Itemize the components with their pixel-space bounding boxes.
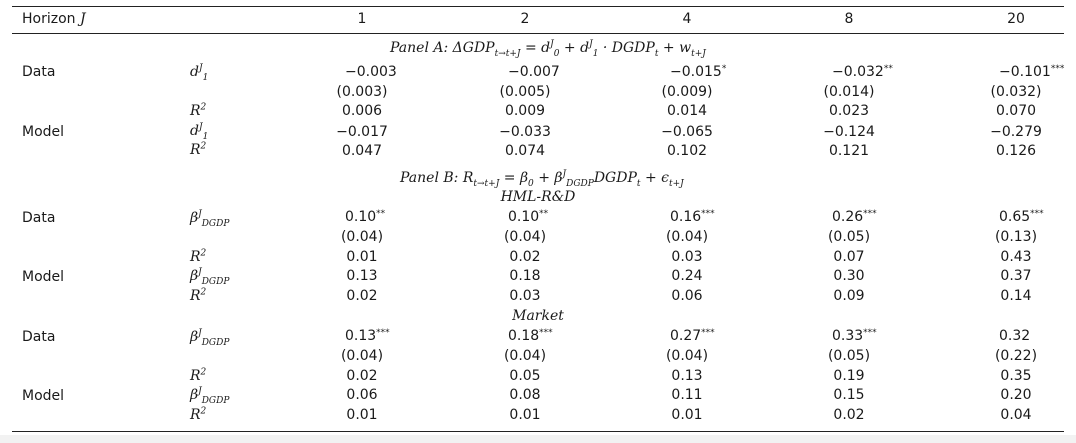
hml-data-beta-symbol: $\beta^J_{DGDP}$ (190, 209, 230, 229)
hml-data-se-cell: (0.13) (994, 229, 1038, 245)
panel-b-title: Panel B: $R_{t\to t+J} = \beta_0$ + $\beta^J_{DGDP}DGDP_t + \epsilon_{t+J}$ (400, 169, 684, 189)
hml-model-beta-cell: 0.18 (509, 268, 541, 284)
top-rule (12, 6, 1064, 7)
market-model-beta-cell: 0.15 (833, 387, 865, 403)
panel-a-data-r2-cell: 0.070 (995, 103, 1037, 119)
significance-stars: *** (863, 209, 877, 219)
market-model-r2-cell: 0.01 (509, 407, 541, 423)
cell-value: −0.007 (508, 64, 560, 80)
panel-a-d1-symbol: $d^J_1$ (190, 63, 209, 83)
hml-model-beta-symbol: $\beta^J_{DGDP}$ (190, 267, 230, 287)
market-data-label: Data (22, 329, 56, 345)
market-data-beta-symbol: $\beta^J_{DGDP}$ (190, 328, 230, 348)
significance-stars: * (721, 64, 727, 74)
bottom-rule (12, 431, 1064, 432)
hml-model-r2-cell: 0.02 (346, 288, 378, 304)
market-data-r2-symbol: $R^2$ (190, 367, 207, 384)
cell-value: 0.26 (832, 209, 864, 225)
market-data-r2-cell: 0.02 (346, 368, 378, 384)
panel-a-data-r2-cell: 0.014 (666, 103, 708, 119)
market-model-r2-cell: 0.01 (671, 407, 703, 423)
significance-stars: *** (701, 209, 715, 219)
cell-value: 0.32 (999, 328, 1031, 344)
cell-value: 0.18 (508, 328, 540, 344)
cell-value: 0.10 (345, 209, 377, 225)
market-data-r2-cell: 0.19 (833, 368, 865, 384)
panel-a-model-d1-cell: −0.017 (336, 124, 388, 140)
hml-model-beta-cell: 0.30 (833, 268, 865, 284)
hml-model-r2-symbol: $R^2$ (190, 287, 207, 304)
market-model-r2-cell: 0.02 (833, 407, 865, 423)
hml-data-beta-cell (508, 209, 548, 225)
hml-data-se-cell: (0.04) (503, 229, 547, 245)
column-header: 2 (520, 11, 530, 27)
cell-value: 0.13 (345, 328, 377, 344)
cell-value: −0.003 (345, 64, 397, 80)
significance-stars: *** (539, 328, 553, 338)
market-data-beta-cell (670, 328, 715, 344)
market-model-beta-cell: 0.06 (346, 387, 378, 403)
hml-data-beta-cell (345, 209, 385, 225)
hml-model-label: Model (22, 269, 65, 285)
cell-value: 0.33 (832, 328, 864, 344)
market-data-beta-cell (345, 328, 390, 344)
hml-data-r2-cell: 0.43 (1000, 249, 1032, 265)
panel-a-data-d1-cell (999, 64, 1064, 80)
panel-a-model-label: Model (22, 124, 65, 140)
horizon-header (22, 11, 86, 27)
column-header: 1 (357, 11, 367, 27)
market-model-beta-cell: 0.20 (1000, 387, 1032, 403)
panel-a-model-r2-cell: 0.102 (666, 143, 708, 159)
panel-a-model-r2-cell: 0.126 (995, 143, 1037, 159)
panel-a-model-d1-cell: −0.279 (990, 124, 1042, 140)
market-data-beta-cell (508, 328, 553, 344)
panel-a-data-r2-cell: 0.023 (828, 103, 870, 119)
market-model-r2-symbol: $R^2$ (190, 406, 207, 423)
market-data-r2-cell: 0.05 (509, 368, 541, 384)
significance-stars: *** (863, 328, 877, 338)
panel-a-data-d1-cell (345, 64, 397, 80)
hml-model-beta-cell: 0.24 (671, 268, 703, 284)
cell-value: −0.032 (832, 64, 884, 80)
market-data-beta-cell (999, 328, 1030, 344)
page-footer-strip (0, 435, 1076, 443)
panel-a-data-se-cell: (0.005) (499, 84, 551, 100)
significance-stars: *** (376, 328, 390, 338)
hml-data-r2-cell: 0.03 (671, 249, 703, 265)
panel-a-data-se-cell: (0.003) (336, 84, 388, 100)
column-header: 4 (682, 11, 692, 27)
market-model-r2-cell: 0.04 (1000, 407, 1032, 423)
significance-stars: ** (883, 64, 893, 74)
market-model-label: Model (22, 388, 65, 404)
panel-a-data-se-cell: (0.009) (661, 84, 713, 100)
panel-a-data-r2-cell: 0.009 (504, 103, 546, 119)
market-data-se-cell: (0.22) (994, 348, 1038, 364)
significance-stars: *** (701, 328, 715, 338)
hml-data-se-cell: (0.04) (340, 229, 384, 245)
hml-model-beta-cell: 0.13 (346, 268, 378, 284)
market-data-beta-cell (832, 328, 877, 344)
significance-stars: ** (539, 209, 549, 219)
panel-a-data-label: Data (22, 64, 56, 80)
panel-a-title: Panel A: $\Delta GDP_{t\to t+J} = d^J_0 + d^J_1$ · $DGDP_t + w_{t+J}$ (390, 39, 706, 59)
market-data-se-cell: (0.04) (340, 348, 384, 364)
panel-a-model-d1-cell: −0.065 (661, 124, 713, 140)
panel-a-model-d1-cell: −0.124 (823, 124, 875, 140)
panel-a-data-d1-cell (832, 64, 893, 80)
hml-data-r2-cell: 0.07 (833, 249, 865, 265)
hml-data-beta-cell (832, 209, 877, 225)
market-data-se-cell: (0.05) (827, 348, 871, 364)
panel-a-model-d1-cell: −0.033 (499, 124, 551, 140)
hml-data-beta-cell (999, 209, 1044, 225)
cell-value: 0.10 (508, 209, 540, 225)
panel-a-data-r2-cell: 0.006 (341, 103, 383, 119)
hml-data-r2-cell: 0.01 (346, 249, 378, 265)
panel-a-model-r2-cell: 0.074 (504, 143, 546, 159)
market-model-beta-cell: 0.11 (671, 387, 703, 403)
hml-data-r2-symbol: $R^2$ (190, 248, 207, 265)
hml-data-se-cell: (0.04) (665, 229, 709, 245)
panel-a-model-d1-symbol: $d^J_1$ (190, 122, 209, 142)
hml-data-beta-cell (670, 209, 715, 225)
section-title-market: Market (512, 308, 564, 324)
hml-model-r2-cell: 0.06 (671, 288, 703, 304)
significance-stars: ** (376, 209, 386, 219)
hml-data-label: Data (22, 210, 56, 226)
horizon-label: Horizon (22, 11, 76, 27)
market-data-r2-cell: 0.35 (1000, 368, 1032, 384)
panel-a-model-r2-cell: 0.047 (341, 143, 383, 159)
market-data-se-cell: (0.04) (665, 348, 709, 364)
cell-value: −0.015 (670, 64, 722, 80)
significance-stars: *** (1050, 64, 1065, 74)
cell-value: 0.27 (670, 328, 702, 344)
panel-a-data-d1-cell (508, 64, 560, 80)
panel-a-model-r2-symbol: $R^2$ (190, 141, 207, 158)
column-header: 20 (1007, 11, 1025, 27)
market-model-r2-cell: 0.01 (346, 407, 378, 423)
panel-a-data-d1-cell (670, 64, 726, 80)
hml-model-beta-cell: 0.37 (1000, 268, 1032, 284)
cell-value: 0.65 (999, 209, 1031, 225)
hml-model-r2-cell: 0.09 (833, 288, 865, 304)
cell-value: −0.101 (999, 64, 1051, 80)
panel-a-data-se-cell: (0.032) (990, 84, 1042, 100)
significance-stars: *** (1030, 209, 1044, 219)
panel-a-r2-symbol: $R^2$ (190, 102, 207, 119)
market-data-r2-cell: 0.13 (671, 368, 703, 384)
horizon-symbol: J (79, 11, 86, 27)
market-data-se-cell: (0.04) (503, 348, 547, 364)
hml-data-se-cell: (0.05) (827, 229, 871, 245)
panel-a-data-se-cell: (0.014) (823, 84, 875, 100)
cell-value: 0.16 (670, 209, 702, 225)
panel-a-model-r2-cell: 0.121 (828, 143, 870, 159)
section-title-hml-rd: HML-R&D (500, 189, 576, 205)
hml-data-r2-cell: 0.02 (509, 249, 541, 265)
hml-model-r2-cell: 0.14 (1000, 288, 1032, 304)
header-rule (12, 33, 1064, 34)
hml-model-r2-cell: 0.03 (509, 288, 541, 304)
market-model-beta-symbol: $\beta^J_{DGDP}$ (190, 386, 230, 406)
column-header: 8 (844, 11, 854, 27)
market-model-beta-cell: 0.08 (509, 387, 541, 403)
